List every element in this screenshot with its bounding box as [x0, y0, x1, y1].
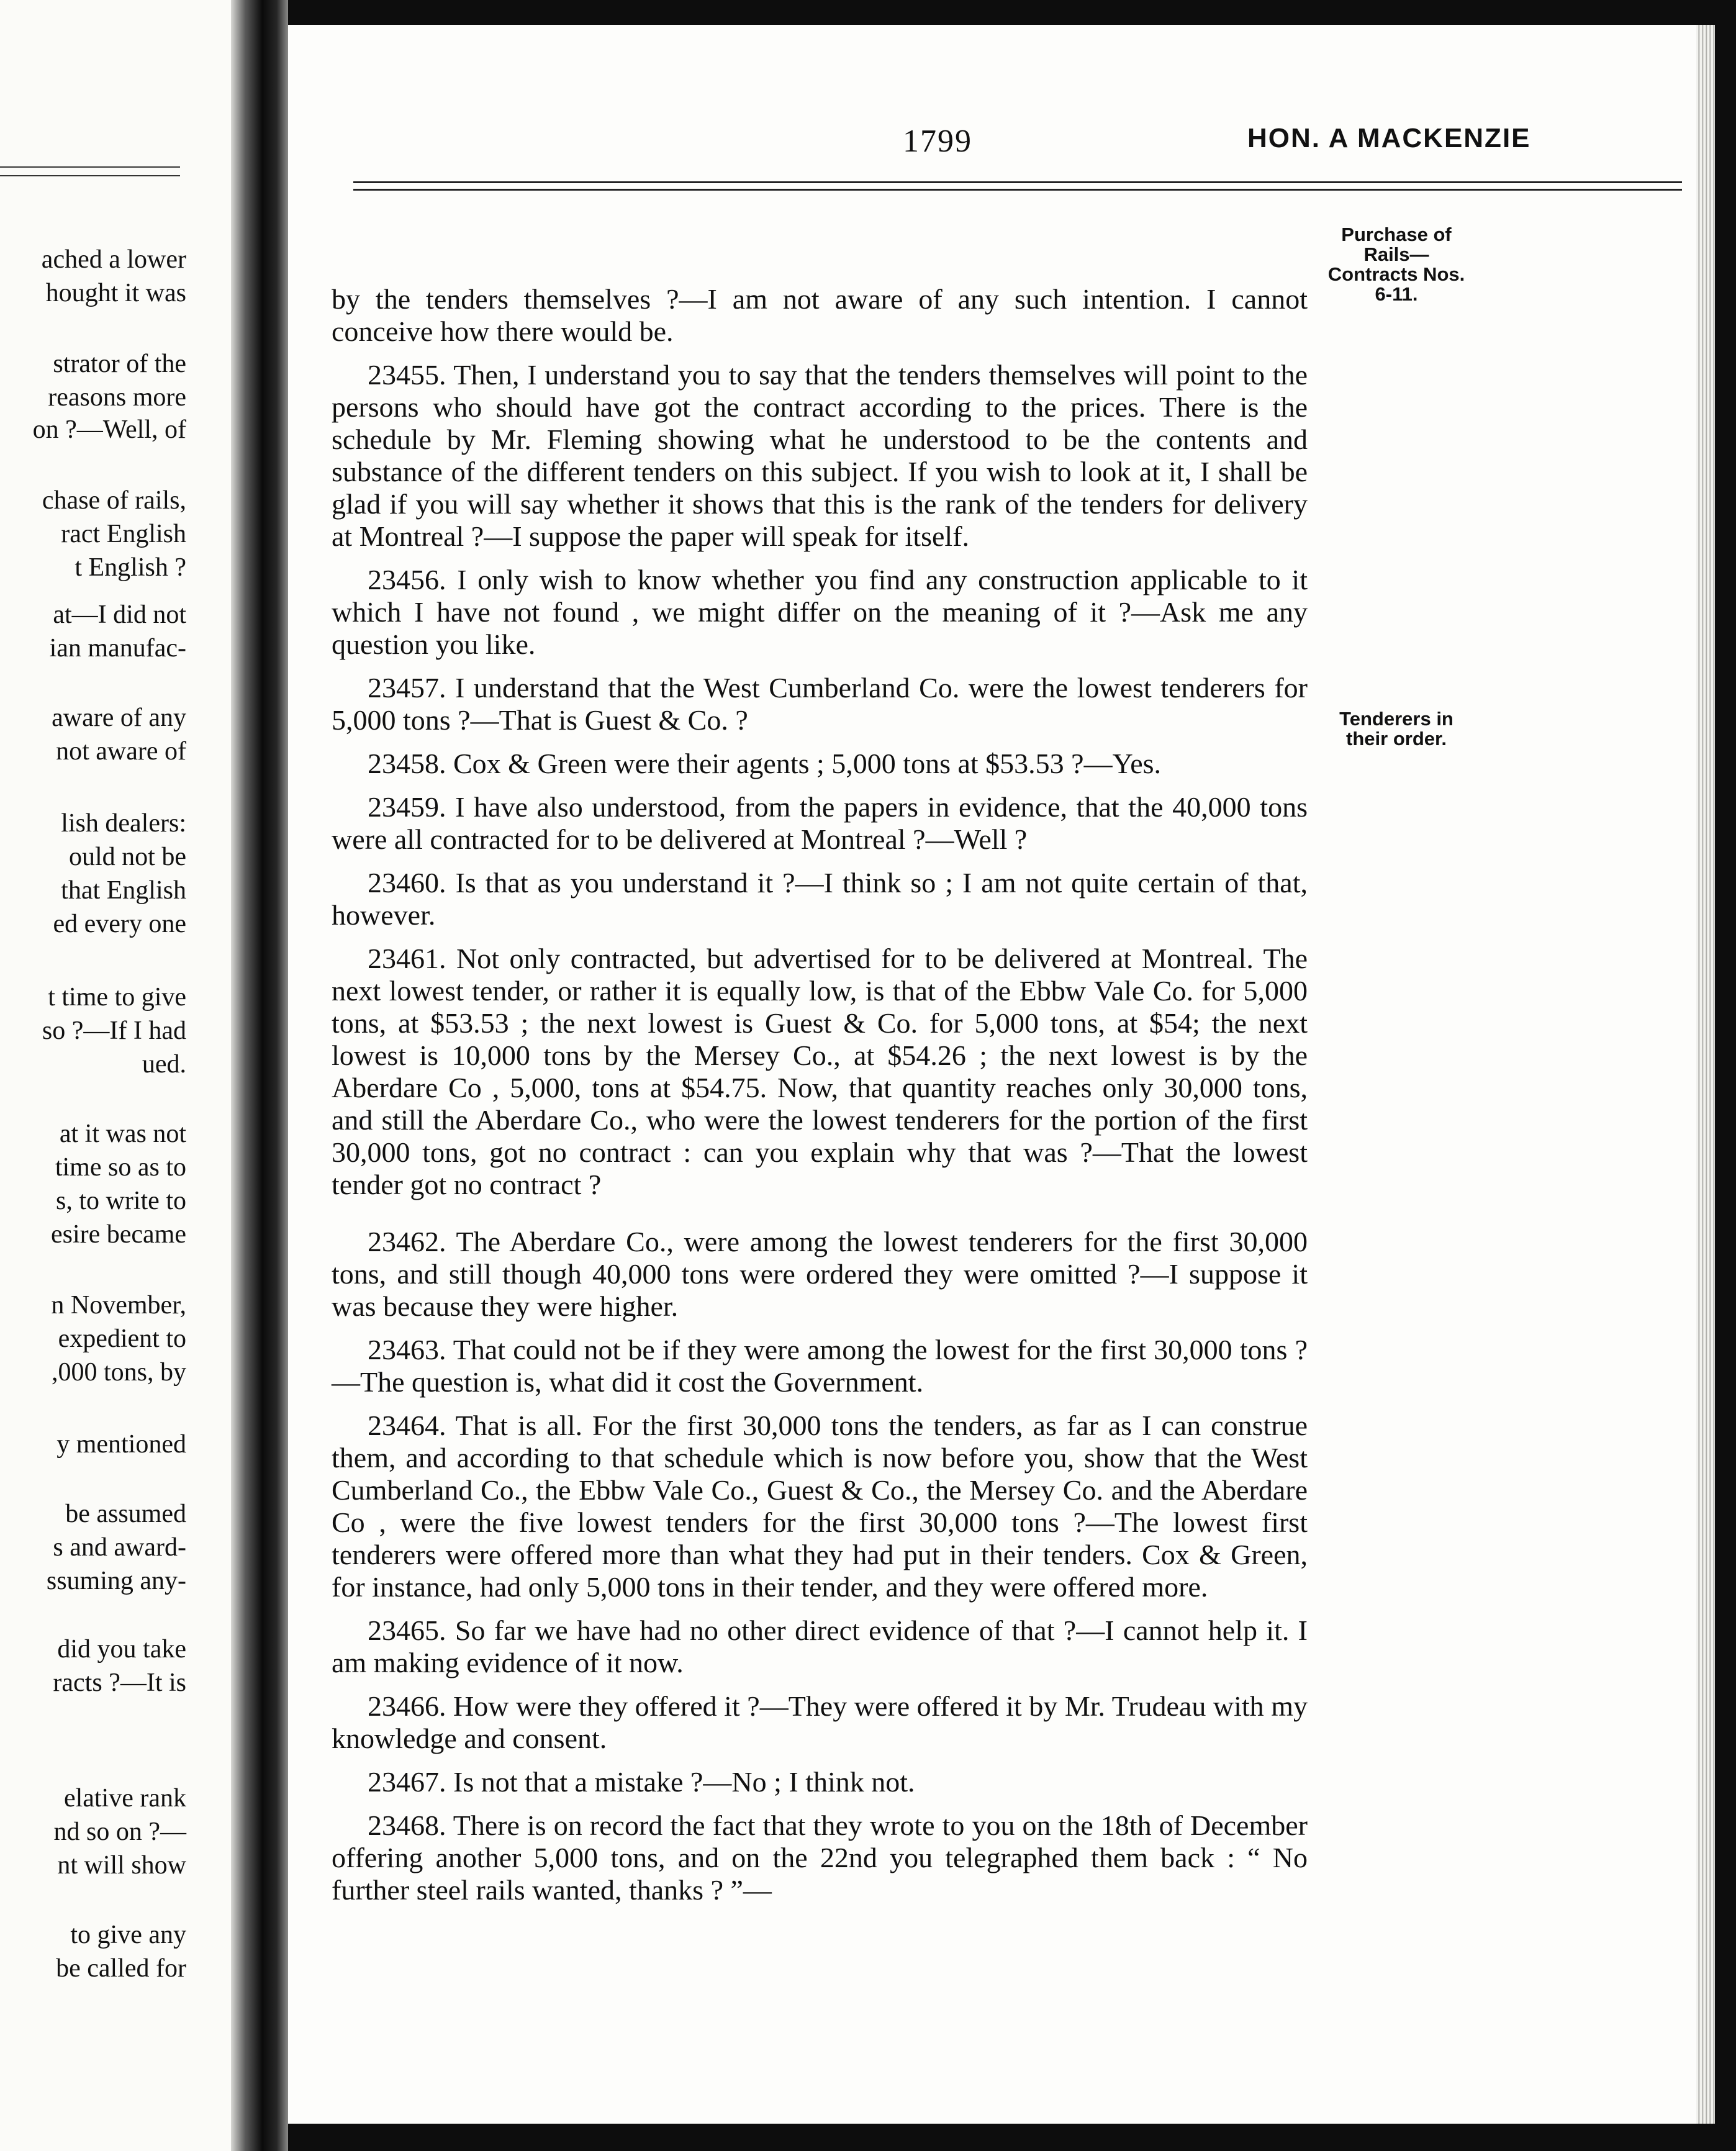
- paragraph-23463: 23463. That could not be if they were among the lowest for the first 30,000 tons ?—The question is, what did it cost the Government.: [332, 1334, 1308, 1398]
- left-page-text-fragment: ssuming any-: [46, 1567, 186, 1595]
- left-page-text-fragment: ued.: [142, 1050, 186, 1079]
- left-page-text-fragment: s and award-: [53, 1533, 186, 1562]
- paragraph-23466: 23466. How were they offered it ?—They were offered it by Mr. Trudeau with my knowledge and consent.: [332, 1690, 1308, 1754]
- paragraph-23456: 23456. I only wish to know whether you find any construction applicable to it which I have not found , we might differ on the meaning of it ?—Ask me any question you like.: [332, 564, 1308, 660]
- left-page-text-fragment: so ?—If I had: [42, 1017, 186, 1045]
- paragraph-23465: 23465. So far we have had no other direct evidence of that ?—I cannot help it. I am making evidence of it now.: [332, 1614, 1308, 1678]
- left-page-text-fragment: at—I did not: [53, 600, 186, 629]
- paragraph-continuation: by the tenders themselves ?—I am not aware of any such intention. I cannot conceive how there would be.: [332, 283, 1308, 347]
- page-number: 1799: [903, 124, 972, 159]
- left-page-text-fragment: hought it was: [45, 279, 186, 307]
- right-page: [288, 25, 1696, 2124]
- left-page-text-fragment: s, to write to: [56, 1187, 186, 1215]
- left-page-text-fragment: strator of the: [53, 350, 186, 378]
- left-page-text-fragment: expedient to: [58, 1325, 186, 1353]
- left-page-text-fragment: not aware of: [56, 737, 186, 766]
- left-page-text-fragment: y mentioned: [57, 1430, 186, 1459]
- paragraph-23461: 23461. Not only contracted, but advertised for to be delivered at Montreal. The next lowest tender, or rather it is equally low, is that of the Ebbw Vale Co. for 5,000 tons, at $53.53 ; the next lowest is Guest & Co. for 5,000 tons, at $54; the next lowest is 10,000 tons by the Mersey Co., at $54.26 ; the next lowest is by the Aberdare Co , 5,000, tons at $54.75. Now, that quantity reaches only 30,000 tons, and still the Aberdare Co., who were the lowest tenderers for the portion of the first 30,000 tons, got no contract : can you explain why that was ?—That the lowest tender got no contract ?: [332, 943, 1308, 1200]
- margin-note-line: their order.: [1346, 728, 1447, 749]
- left-page-text-fragment: t English ?: [75, 553, 186, 582]
- paragraph-23462: 23462. The Aberdare Co., were among the lowest tenderers for the first 30,000 tons, and still though 40,000 tons were ordered they were omitted ?—I suppose it was because they were higher.: [332, 1226, 1308, 1322]
- margin-note-tenderers-in-order: [1319, 709, 1474, 749]
- left-page-text-fragment: esire became: [50, 1220, 186, 1249]
- left-page-rule: [0, 166, 180, 168]
- margin-note-line: Rails—: [1363, 243, 1429, 265]
- paragraph-23467: 23467. Is not that a mistake ?—No ; I think not.: [368, 1766, 915, 1798]
- left-page-text-fragment: elative rank: [63, 1784, 186, 1813]
- margin-note-line: Contracts Nos.: [1327, 263, 1465, 285]
- book-gutter: [231, 0, 288, 2151]
- paragraph-23458: 23458. Cox & Green were their agents ; 5,000 tons at $53.53 ?—Yes.: [368, 748, 1162, 779]
- paragraph-23464: 23464. That is all. For the first 30,000 tons the tenders, as far as I can construe them, and according to that schedule which is now before you, show that the West Cumberland Co., the Ebbw Vale Co., Guest & Co., the Mersey Co. and the Aberdare Co , were the five lowest tenders for the first 30,000 tons ?—The lowest first tenderers were offered more than what they had put in their tenders. Cox & Green, for instance, had only 5,000 tons in their tender, and they were offered more.: [332, 1410, 1308, 1603]
- left-page-text-fragment: ould not be: [69, 843, 186, 871]
- margin-note-line: 6-11.: [1375, 283, 1418, 305]
- paragraph-23455: 23455. Then, I understand you to say that the tenders themselves will point to the persons who should have got the contract according to the prices. There is the schedule by Mr. Fleming showing what he understood to be the contents and substance of the different tenders on this subject. If you wish to look at it, I shall be glad if you will say whether it shows that this is the rank of the tenders for delivery at Montreal ?—I suppose the paper will speak for itself.: [332, 359, 1308, 552]
- left-page-text-fragment: ,000 tons, by: [51, 1358, 186, 1387]
- left-page-text-fragment: be assumed: [65, 1500, 186, 1528]
- margin-note-line: Tenderers in: [1339, 708, 1453, 730]
- left-page-text-fragment: aware of any: [52, 704, 186, 732]
- body-text: [332, 283, 1308, 1918]
- left-page-text-fragment: ract English: [61, 520, 186, 548]
- left-page-text-fragment: nt will show: [57, 1851, 186, 1880]
- left-page-text-fragment: that English: [61, 876, 186, 905]
- left-page-text-fragment: reasons more: [48, 383, 186, 412]
- left-page-text-fragment: time so as to: [55, 1153, 186, 1182]
- margin-note-line: Purchase of: [1341, 224, 1452, 245]
- paragraph-23460: 23460. Is that as you understand it ?—I think so ; I am not quite certain of that, however.: [332, 867, 1308, 931]
- left-page-text-fragment: to give any: [70, 1921, 186, 1949]
- left-page-text-fragment: lish dealers:: [61, 809, 186, 838]
- left-page-text-fragment: be called for: [56, 1954, 186, 1983]
- left-page-text-fragment: nd so on ?—: [53, 1818, 186, 1846]
- left-page-text-fragment: ached a lower: [41, 245, 186, 274]
- left-page-text-fragment: did you take: [57, 1635, 186, 1664]
- header-rule: [353, 181, 1682, 183]
- left-page-text-fragment: at it was not: [59, 1120, 186, 1148]
- left-page-rule: [0, 175, 180, 176]
- margin-note-purchase-of-rails: [1316, 225, 1477, 304]
- left-page-text-fragment: n November,: [51, 1291, 186, 1320]
- header-rule: [353, 189, 1682, 191]
- left-facing-page: [0, 0, 231, 2151]
- left-page-text-fragment: ed every one: [53, 910, 186, 938]
- running-head: HON. A MACKENZIE: [1247, 123, 1531, 153]
- paragraph-23459: 23459. I have also understood, from the papers in evidence, that the 40,000 tons were all contracted for to be delivered at Montreal ?—Well ?: [332, 791, 1308, 855]
- left-page-text-fragment: chase of rails,: [42, 486, 186, 515]
- paragraph-23457: 23457. I understand that the West Cumberland Co. were the lowest tenderers for 5,000 tons ?—That is Guest & Co. ?: [332, 672, 1308, 736]
- page-edge: [1696, 25, 1715, 2124]
- left-page-text-fragment: racts ?—It is: [53, 1669, 186, 1697]
- left-page-text-fragment: ian manufac-: [49, 634, 186, 663]
- left-page-text-fragment: t time to give: [48, 983, 186, 1012]
- paragraph-23468: 23468. There is on record the fact that they wrote to you on the 18th of December offering another 5,000 tons, and on the 22nd you telegraphed them back : “ No further steel rails wanted, thanks ? ”—: [332, 1809, 1308, 1906]
- left-page-text-fragment: on ?—Well, of: [32, 415, 186, 444]
